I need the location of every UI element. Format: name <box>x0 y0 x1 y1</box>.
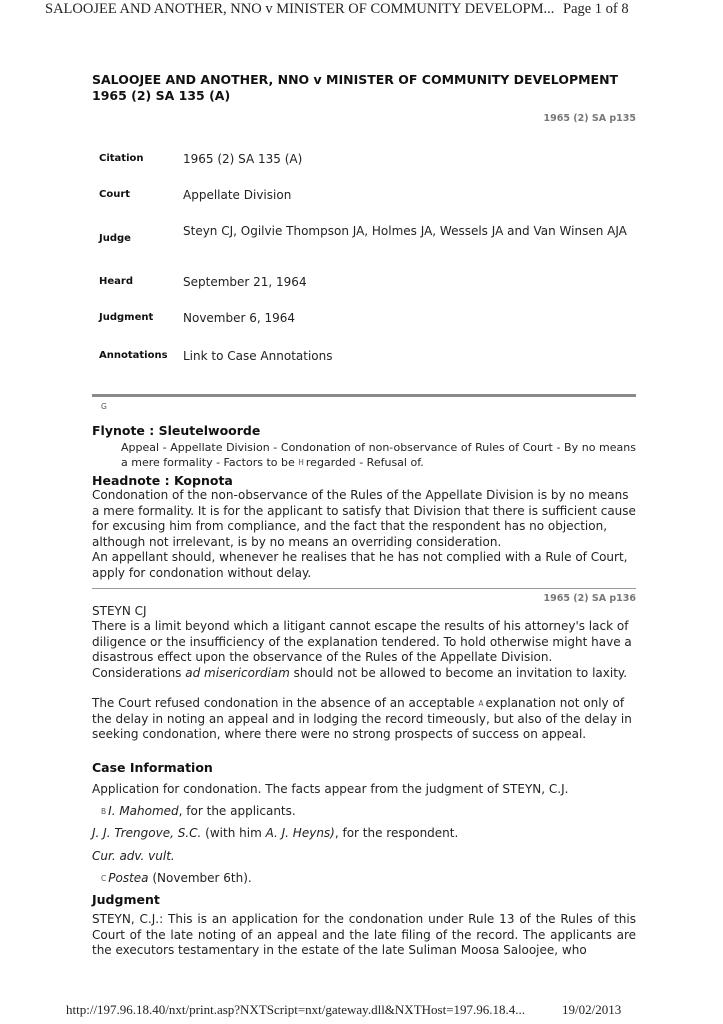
case-information-line-3-mid: (with him <box>201 826 266 840</box>
steyn-summary-paragraph-2-part2: explanation not only of the delay in noting an appeal and in lodging the record timeously, but also of the delay in seeking condonation, where there were no strong prospects of success on appeal. <box>92 696 632 741</box>
counsel-name: I. Mahomed <box>108 804 179 818</box>
case-information-line-3-rest: , for the respondent. <box>334 826 459 840</box>
headnote-heading: Headnote : Kopnota <box>92 473 233 488</box>
flynote-text <box>121 440 636 470</box>
postea: Postea <box>108 871 149 885</box>
margin-marker-g: G <box>101 402 107 411</box>
latin-phrase: ad misericordiam <box>185 665 290 680</box>
document-title-line2: 1965 (2) SA 135 (A) <box>92 88 231 103</box>
print-footer <box>0 1002 723 1022</box>
case-information-heading: Case Information <box>92 760 213 775</box>
case-information-line-5 <box>101 871 252 885</box>
flynote-heading: Flynote : Sleutelwoorde <box>92 423 261 438</box>
headnote-paragraph-1: Condonation of the non-observance of the Rules of the Appellate Division is by no means a mere formality. It is for the applicant to satisfy that Division that there is sufficient cause for excusing him from compliance, and the fact that the respondent has no objection, although not irrelevant, is by no means an overriding consideration. <box>92 488 636 549</box>
case-information-line-2-rest: , for the applicants. <box>178 804 296 818</box>
section-divider <box>92 394 636 397</box>
metadata-value: 1965 (2) SA 135 (A) <box>183 152 303 166</box>
steyn-summary-paragraph-2 <box>92 696 636 743</box>
metadata-label: Court <box>99 189 131 200</box>
metadata-label: Judge <box>99 233 131 244</box>
steyn-summary-paragraph-1 <box>92 619 636 681</box>
steyn-cj-name: STEYN CJ <box>92 604 147 618</box>
print-header-title: SALOOJEE AND ANOTHER, NNO v MINISTER OF COMMUNITY DEVELOPM... <box>45 1 555 17</box>
case-information-line-5-rest: (November 6th). <box>148 871 252 885</box>
document-title-line1: SALOOJEE AND ANOTHER, NNO v MINISTER OF COMMUNITY DEVELOPMENT <box>92 72 619 87</box>
flynote-text-part2: regarded - Refusal of. <box>305 456 424 469</box>
print-footer-date: 19/02/2013 <box>562 1002 622 1017</box>
margin-marker-a: A <box>478 699 484 708</box>
flynote-text-part1: Appeal - Appellate Division - Condonation of non-observance of Rules of Court - By no means a mere formality - Factors to be <box>121 441 636 469</box>
judgment-heading: Judgment <box>92 892 160 907</box>
metadata-value: Appellate Division <box>183 188 292 202</box>
steyn-summary-paragraph-1-part1: There is a limit beyond which a litigant cannot escape the results of his attorney's lack of diligence or the insufficiency of the explanation tendered. To hold otherwise might have a disastrous effect upon the observance of the Rules of the Appellate Division. Considerations <box>92 619 632 680</box>
margin-marker-h: H <box>298 458 304 467</box>
headnote-paragraph-2: An appellant should, whenever he realises that he has not complied with a Rule of Court, apply for condonation without delay. <box>92 550 628 580</box>
steyn-summary-paragraph-2-part1: The Court refused condonation in the absence of an acceptable <box>92 696 475 710</box>
margin-marker-c: C <box>101 874 107 883</box>
metadata-value: September 21, 1964 <box>183 275 307 289</box>
print-footer-url: http://197.96.18.40/nxt/print.asp?NXTScript=nxt/gateway.dll&NXTHost=197.96.18.4... <box>66 1002 526 1017</box>
case-information-line-2 <box>101 804 296 818</box>
steyn-summary-paragraph-1-part2: should not be allowed to become an invitation to laxity. <box>293 665 628 680</box>
section-divider-thin <box>92 588 636 589</box>
page-reference-p136: 1965 (2) SA p136 <box>543 593 636 604</box>
judgment-text: STEYN, C.J.: This is an application for the condonation under Rule 13 of the Rules of this Court of the late noting of an appeal and the late filing of the record. The applicants are the executors testamentary in the estate of the late Suliman Moosa Saloojee, who <box>92 912 636 957</box>
counsel-name: A. J. Heyns) <box>265 826 335 840</box>
cur-adv-vult: Cur. adv. vult. <box>92 849 175 863</box>
margin-marker-b: B <box>101 807 107 816</box>
case-information-line-4 <box>92 849 175 863</box>
page-reference-p135: 1965 (2) SA p135 <box>543 113 636 124</box>
print-header-page-number: Page 1 of 8 <box>563 1 629 17</box>
case-information-line-3 <box>92 826 458 840</box>
counsel-name: J. J. Trengove, S.C. <box>92 826 202 840</box>
metadata-label: Citation <box>99 153 144 164</box>
metadata-value: November 6, 1964 <box>183 311 296 325</box>
metadata-value: Steyn CJ, Ogilvie Thompson JA, Holmes JA, Wessels JA and Van Winsen AJA <box>183 224 627 238</box>
metadata-label: Annotations <box>99 350 168 361</box>
print-header <box>0 0 723 22</box>
metadata-label: Judgment <box>99 312 154 323</box>
case-information-line-1: Application for condonation. The facts appear from the judgment of STEYN, C.J. <box>92 782 569 796</box>
metadata-label: Heard <box>99 276 133 287</box>
case-annotations-link[interactable]: Link to Case Annotations <box>183 349 333 363</box>
document-title <box>92 72 636 104</box>
